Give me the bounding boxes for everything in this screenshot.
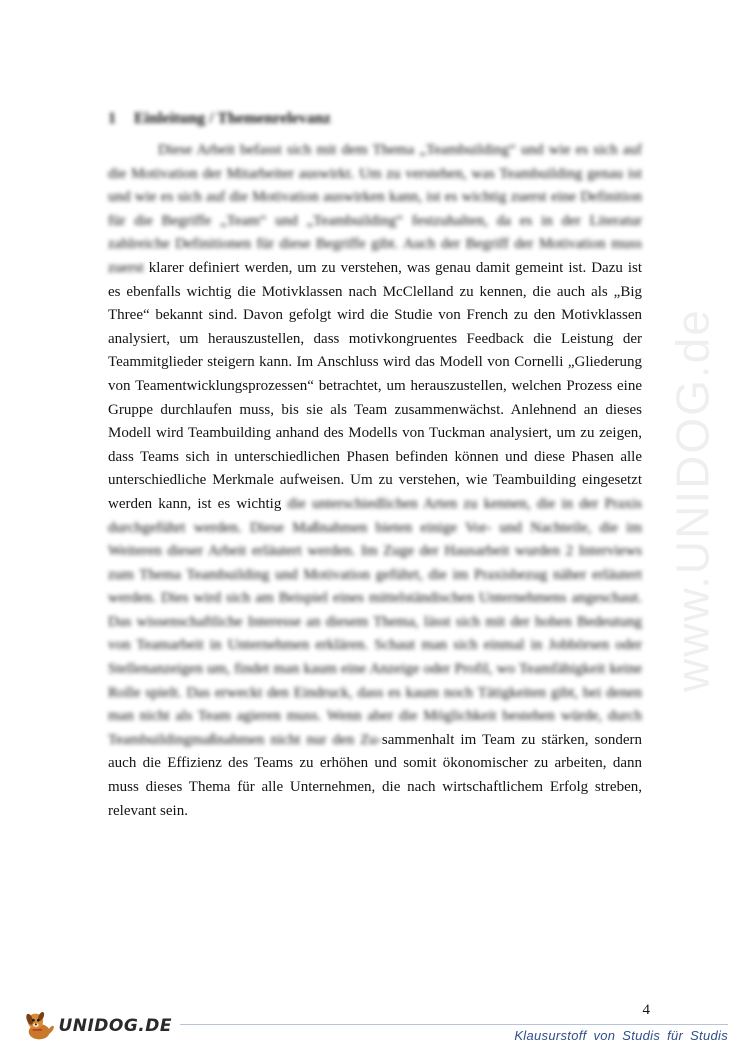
section-number: 1 xyxy=(108,110,116,127)
visible-text-end: sammenhalt im Team zu stärken, sondern auch die Effizienz des Teams zu erhöhen und somit ökonomischer zu arbeiten, dann muss dieses Thema für alle Unternehmen, die nach wirtschaftlichem Erfolg streben, relevant sein. xyxy=(108,731,642,819)
watermark: www.UNIDOG.de xyxy=(666,308,719,692)
blurred-text-intro: Diese Arbeit befasst sich mit dem Thema „Teambuilding“ und wie es sich auf die Motivation der Mitarbeiter auswirkt. Um zu verstehen, was Teambuilding genau ist und wie es sich auf die Motivation auswirken kann, ist es wichtig zuerst eine Definition für die Begriffe „Team“ und „Teambuilding“ festzuhalten, da es in der Literatur zahlreiche Definitionen für diese Begriffe gibt. Auch der Begriff der Motivation muss zuerst xyxy=(108,142,642,276)
section-heading xyxy=(108,108,648,130)
blurred-text-middle: die unterschiedlichen Arten zu kennen, die in der Praxis durchgeführt werden. Diese Maßnahmen bieten einige Vor- und Nachteile, die im Weiteren dieser Arbeit erläutert werden. Im Zuge der Hausarbeit wurden 2 Interviews zum Thema Teambuilding und Motivation geführt, die im Praxisbezug näher erläutert werden. Dies wird sich am Beispiel eines mittelständischen Unternehmens angeschaut. Das wissenschaftliche Interesse an diesem Thema, lässt sich mit der hohen Bedeutung von Teamarbeit in Unternehmen erklären. Schaut man sich einmal in Jobbörsen oder Stellenanzeigen um, findet man kaum eine Anzeige oder Profil, wo Teamfähigkeit keine Rolle spielt. Das erweckt den Eindruck, dass es kaum noch Tätigkeiten gibt, bei denen man nicht als Team agieren muss. Wenn aber die Möglichkeit bestehen würde, durch Teambuildingmaßnahmen nicht nur den Zu- xyxy=(108,495,643,748)
visible-text-block: klarer definiert werden, um zu verstehen, was genau damit gemeint ist. Dazu ist es ebenfalls wichtig die Motivklassen nach McClelland zu kennen, die auch als „Big Three“ bekannt sind. Davon gefolgt wird die Studie von French zu den Motivklassen analysiert, um herauszustellen, dass motivkongruentes Feedback die Leistung der Teammitglieder steigern kann. Im Anschluss wird das Modell von Cornelli „Gliederung von Teamentwicklungsprozessen“ betrachtet, um herauszustellen, welchen Prozess eine Gruppe durchlaufen muss, bis sie als Team zusammenwächst. Anlehnend an dieses Modell wird Teambuilding anhand des Modells von Tuckman analysiert, um zu zeigen, dass Teams sich in unterschiedlichen Phasen befinden können und diese Phasen alle unterschiedliche Merkmale aufweisen. Um zu verstehen, wie Teambuilding eingesetzt werden kann, ist es wichtig xyxy=(108,259,642,512)
unidog-logo[interactable] xyxy=(22,1006,172,1046)
section-title: Einleitung / Themenrelevanz xyxy=(134,110,331,127)
page-number: 4 xyxy=(642,1002,650,1018)
footer-slogan: Klausurstoff von Studis für Studis xyxy=(514,1028,728,1043)
dog-icon xyxy=(22,1008,56,1044)
body-paragraph xyxy=(108,139,642,823)
footer-divider xyxy=(180,1024,728,1025)
logo-text: UNIDOG.DE xyxy=(58,1016,172,1036)
